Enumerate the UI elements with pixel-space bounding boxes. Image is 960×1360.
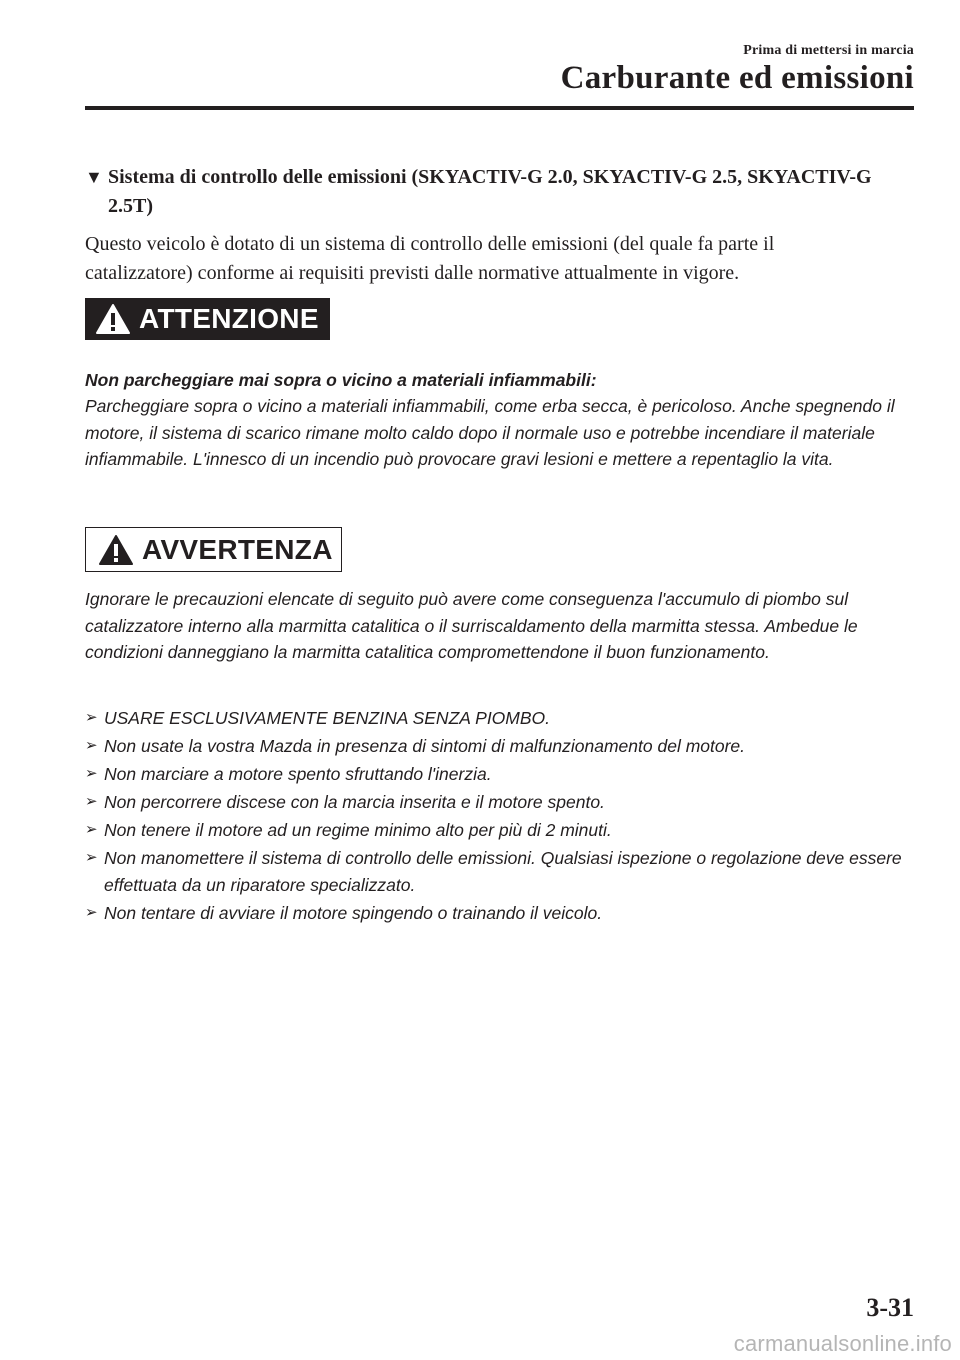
intro-paragraph: Questo veicolo è dotato di un sistema di controllo delle emissioni (del quale fa parte il catalizzatore) conforme ai requisiti previsti dalle normative attualmente in vigore. xyxy=(85,233,775,284)
arrow-right-icon: ➢ xyxy=(85,709,98,726)
list-item xyxy=(85,900,915,927)
precaution-list xyxy=(85,705,915,928)
list-item-text: Non marciare a motore spento sfruttando l'inerzia. xyxy=(104,764,492,784)
page-number: 3-31 xyxy=(866,1293,914,1322)
section-title: Carburante ed emissioni xyxy=(560,60,914,96)
list-item xyxy=(85,761,915,788)
list-item xyxy=(85,789,915,816)
header-divider xyxy=(85,106,914,110)
list-item xyxy=(85,705,915,732)
arrow-right-icon: ➢ xyxy=(85,903,98,921)
list-item-text: USARE ESCLUSIVAMENTE BENZINA SENZA PIOMBO. xyxy=(104,708,551,728)
danger-body: Parcheggiare sopra o vicino a materiali infiammabili, come erba secca, è pericoloso. Anche spegnendo il motore, il sistema di scarico rimane molto caldo dopo il normale uso e potrebbe incendiare il materiale infiammabile. L'innesco di un incendio può provocare gravi lesioni e mettere a repentaglio la vita. xyxy=(85,396,895,469)
arrow-right-icon: ➢ xyxy=(85,793,98,810)
subsection-heading xyxy=(85,163,885,221)
warning-triangle-icon xyxy=(98,534,134,566)
warning-label: AVVERTENZA xyxy=(142,533,333,565)
list-item-text: Non tenere il motore ad un regime minimo alto per più di 2 minuti. xyxy=(104,820,612,840)
list-item-text: Non manomettere il sistema di controllo delle emissioni. Qualsiasi ispezione o regolazione deve essere effettuata da un riparatore specializzato. xyxy=(104,848,902,895)
watermark: carmanualsonline.info xyxy=(733,1331,952,1356)
list-item xyxy=(85,733,915,760)
arrow-right-icon: ➢ xyxy=(85,821,98,838)
list-item-text: Non tentare di avviare il motore spingendo o trainando il veicolo. xyxy=(104,902,603,923)
arrow-right-icon: ➢ xyxy=(85,737,98,754)
danger-label: ATTENZIONE xyxy=(139,303,319,334)
subsection-heading-text: Sistema di controllo delle emissioni (SKYACTIV-G 2.0, SKYACTIV-G 2.5, SKYACTIV-G 2.5T) xyxy=(108,166,872,217)
danger-title: Non parcheggiare mai sopra o vicino a materiali infiammabili: xyxy=(85,370,597,390)
list-item-text: Non usate la vostra Mazda in presenza di sintomi di malfunzionamento del motore. xyxy=(104,736,746,756)
warning-badge xyxy=(85,527,342,572)
list-item-text: Non percorrere discese con la marcia inserita e il motore spento. xyxy=(104,792,605,812)
arrow-right-icon: ➢ xyxy=(85,765,98,782)
warning-triangle-icon xyxy=(95,303,131,335)
arrow-right-icon: ➢ xyxy=(85,849,98,866)
triangle-down-icon: ▼ xyxy=(85,167,103,187)
warning-body: Ignorare le precauzioni elencate di seguito può avere come conseguenza l'accumulo di piombo sul catalizzatore interno alla marmitta catalitica o il surriscaldamento della marmitta stessa. Ambedue le condizioni danneggiano la marmitta catalitica compromettendone il buon funzionamento. xyxy=(85,589,858,662)
list-item xyxy=(85,845,915,898)
chapter-title: Prima di mettersi in marcia xyxy=(743,43,914,58)
list-item xyxy=(85,817,915,844)
danger-badge xyxy=(85,298,330,340)
